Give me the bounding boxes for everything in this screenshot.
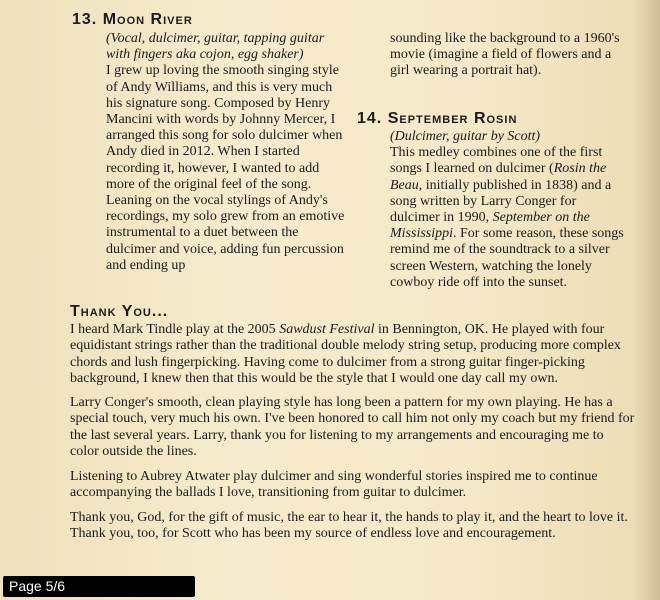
song-14-text bbox=[390, 129, 628, 291]
song-14-title-rosin: Rosin the Beau bbox=[390, 161, 607, 193]
song-14-number: 14. bbox=[357, 110, 383, 127]
thanks-paragraph-4: Thank you, God, for the gift of music, the ear to hear it, the hands to play it, and the heart to love it. Thank you, too, for Scott who has been my source of endless love and encouragement. bbox=[70, 510, 628, 542]
song-14-title: September Rosin bbox=[387, 110, 518, 127]
thanks-p1-festival: Sawdust Festival bbox=[279, 322, 375, 337]
song-13-title: Moon River bbox=[102, 11, 193, 28]
song-14-heading bbox=[357, 109, 517, 129]
thanks-p1-end: in Bennington, OK. He played with four equidistant strings rather than the traditional double melody string setup, producing more complex chords and lush fingerpicking. Having come to dulcimer from a strong guitar finger-picking background, I knew then that this would be the style that I would one day call my own. bbox=[70, 322, 621, 386]
thank-you-heading: Thank You... bbox=[70, 303, 169, 320]
thanks-paragraph-3: Listening to Aubrey Atwater play dulcimer and sing wonderful stories inspired me to continue accompanying the ballads I love, transitioning from guitar to dulcimer. bbox=[70, 469, 598, 501]
song-14-body-1: This medley combines one of the first songs I learned on dulcimer ( bbox=[390, 145, 603, 177]
song-14-body-3: . For some reason, these songs remind me of the soundtrack to a silver screen Western, watching the lonely cowboy ride off into the sunset. bbox=[390, 226, 624, 290]
song-14-title-september: September on the Mississippi bbox=[390, 210, 590, 242]
song-13-text bbox=[106, 31, 348, 274]
page-indicator: Page 5/6 bbox=[3, 576, 195, 597]
song-13-body: I grew up loving the smooth singing style of Andy Williams, and this is very much his signature song. Composed by Henry Mancini with words by Johnny Mercer, I arranged this song for solo dulcimer when Andy died in 2012. When I started recording it, however, I wanted to add more of the original feel of the song. Leaning on the vocal stylings of Andy's recordings, my solo grew from an emotive instrumental to a duet between the dulcimer and voice, adding fun percussion and ending up bbox=[106, 63, 345, 273]
song-13-number: 13. bbox=[72, 11, 98, 28]
page-edge-shadow bbox=[634, 0, 660, 600]
song-13-heading bbox=[72, 10, 193, 30]
song-14-body-2: , initially published in 1838) and a song written by Larry Conger for dulcimer in 1990, bbox=[390, 177, 612, 226]
song-14-instruments: (Dulcimer, guitar by Scott) bbox=[390, 129, 541, 144]
song-13-continued: sounding like the background to a 1960's movie (imagine a field of flowers and a girl wearing a portrait hat). bbox=[390, 31, 620, 79]
thanks-paragraph-1 bbox=[70, 322, 635, 387]
thanks-paragraph-2: Larry Conger's smooth, clean playing style has long been a pattern for my own playing. He has a special touch, very much his own. I've been honored to call him not only my coach but my friend for the last several years. Larry, thank you for listening to my arrangements and encouraging me to color outside the lines. bbox=[70, 395, 635, 459]
thanks-p1-start: I heard Mark Tindle play at the 2005 bbox=[70, 322, 280, 337]
song-13-instruments: (Vocal, dulcimer, guitar, tapping guitar with fingers aka cojon, egg shaker) bbox=[106, 31, 325, 63]
